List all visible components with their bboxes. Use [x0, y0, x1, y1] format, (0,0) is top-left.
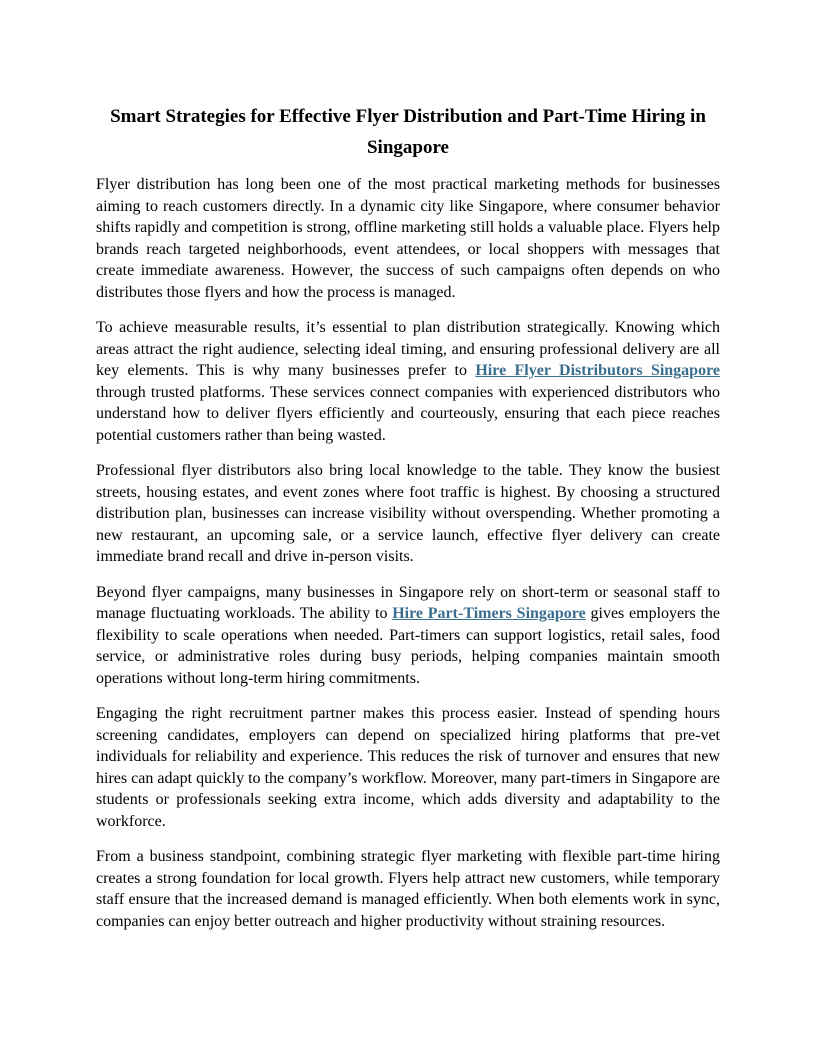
- document-title: Smart Strategies for Effective Flyer Distribution and Part-Time Hiring in Singapore: [110, 106, 706, 158]
- text-run: through trusted platforms. These services connect companies with experienced distributors who understand how to deliver flyers efficiently and courteously, ensuring that each piece reaches potential customers rather than being wasted.: [96, 383, 720, 444]
- hire-part-timers-singapore-link[interactable]: Hire Part-Timers Singapore: [392, 605, 586, 622]
- paragraph: [96, 174, 720, 303]
- text-run: Flyer distribution has long been one of the most practical marketing methods for businesses aiming to reach customers directly. In a dynamic city like Singapore, where consumer behavior shifts rapidly and competition is strong, offline marketing still holds a valuable place. Flyers help brands reach targeted neighborhoods, event attendees, or local shoppers with messages that create immediate awareness. However, the success of such campaigns often depends on who distributes those flyers and how the process is managed.: [96, 176, 720, 301]
- text-run: Professional flyer distributors also bring local knowledge to the table. They know the busiest streets, housing estates, and event zones where foot traffic is highest. By choosing a structured distribution plan, businesses can increase visibility without overspending. Whether promoting a new restaurant, an upcoming sale, or a service launch, effective flyer delivery can create immediate brand recall and drive in-person visits.: [96, 462, 720, 565]
- paragraph: [96, 460, 720, 568]
- paragraph: [96, 703, 720, 832]
- text-run: To achieve measurable results, it’s essential to plan distribution strategically. Knowing which areas attract the right audience, selecting ideal timing, and ensuring professional delivery are all key elements. This is why many businesses prefer to: [96, 319, 720, 379]
- text-run: From a business standpoint, combining strategic flyer marketing with flexible part-time hiring creates a strong foundation for local growth. Flyers help attract new customers, while temporary staff ensure that the increased demand is managed efficiently. When both elements work in sync, companies can enjoy better outreach and higher productivity without straining resources.: [96, 848, 720, 930]
- text-run: Beyond flyer campaigns, many businesses in Singapore rely on short-term or seasonal staff to manage fluctuating workloads. The ability to: [96, 583, 720, 622]
- paragraph: [96, 582, 720, 690]
- document-body: [96, 174, 720, 932]
- text-run: Engaging the right recruitment partner makes this process easier. Instead of spending hours screening candidates, employers can depend on specialized hiring platforms that pre-vet individuals for reliability and experience. This reduces the risk of turnover and ensures that new hires can adapt quickly to the company’s workflow. Moreover, many part-timers in Singapore are students or professionals seeking extra income, which adds diversity and adaptability to the workforce.: [96, 705, 720, 830]
- text-run: gives employers the flexibility to scale operations when needed. Part-timers can support logistics, retail sales, food service, or administrative roles during busy periods, helping companies maintain smooth operations without long-term hiring commitments.: [96, 605, 720, 687]
- hire-flyer-distributors-singapore-link[interactable]: Hire Flyer Distributors Singapore: [475, 362, 720, 379]
- paragraph: [96, 846, 720, 932]
- paragraph: [96, 317, 720, 446]
